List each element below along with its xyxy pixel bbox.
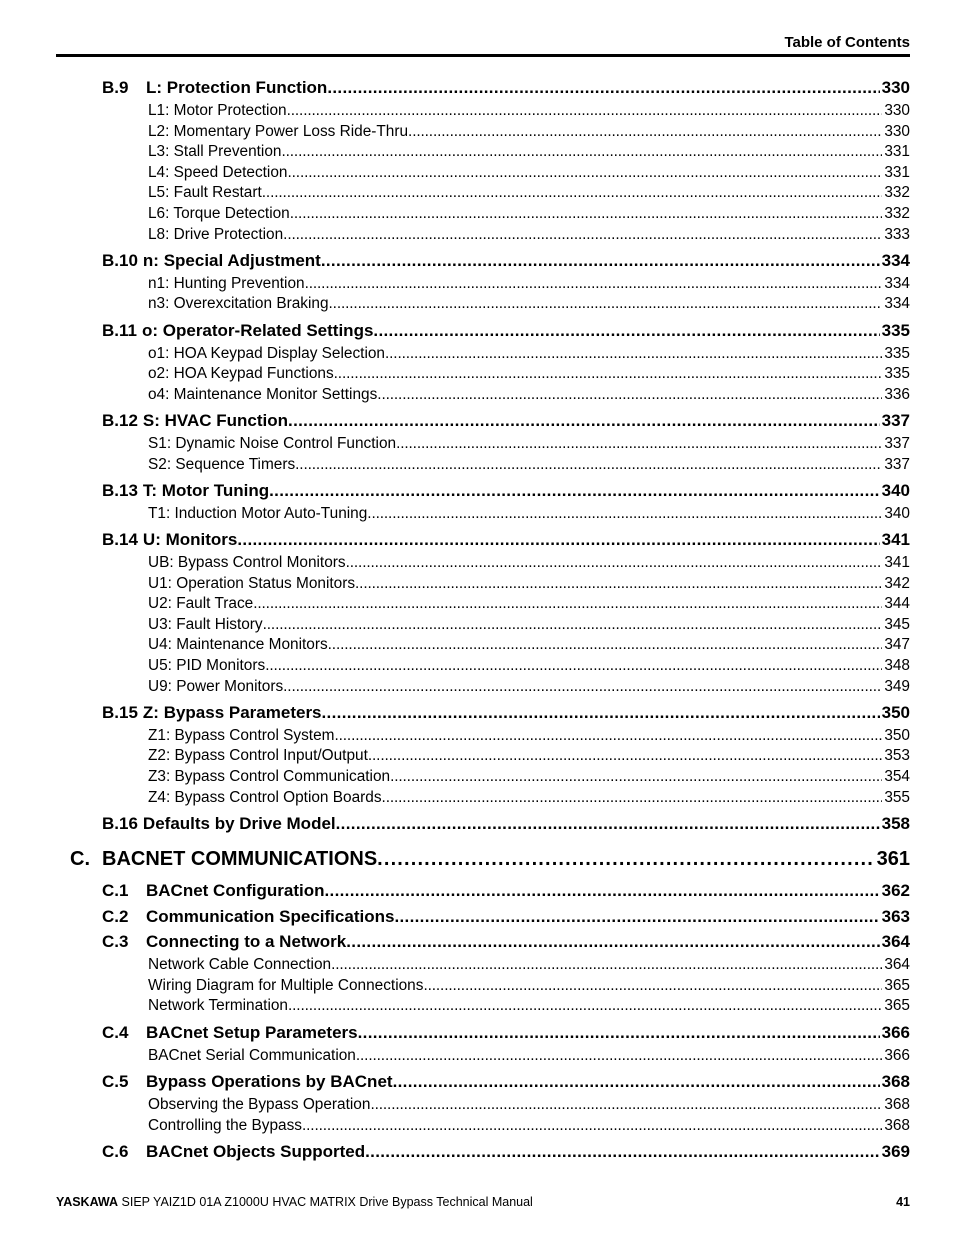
- leader-dots: [334, 365, 883, 383]
- toc-subsection-entry[interactable]: [148, 226, 910, 244]
- toc-page-number: 368: [884, 1096, 910, 1113]
- page-number: 41: [896, 1195, 910, 1209]
- toc-subsection-entry[interactable]: [148, 143, 910, 161]
- toc-entry-title: [148, 164, 287, 182]
- toc-section-entry[interactable]: [102, 251, 910, 271]
- toc-page-number: 368: [884, 1117, 910, 1134]
- toc-entry-number: C.2: [102, 907, 129, 926]
- toc-entry-title: [148, 1117, 302, 1135]
- leader-dots: [283, 678, 882, 696]
- toc-subsection-entry[interactable]: [148, 554, 910, 572]
- toc-page-number: 341: [884, 554, 910, 571]
- toc-entry-number: B.11: [102, 321, 137, 340]
- toc-entry-label: Controlling the Bypass: [148, 1117, 302, 1134]
- leader-dots: [287, 102, 883, 120]
- toc-subsection-entry[interactable]: [148, 205, 910, 223]
- toc-subsection-entry[interactable]: [148, 997, 910, 1015]
- toc-entry-title: [148, 386, 377, 404]
- toc-subsection-entry[interactable]: [148, 275, 910, 293]
- leader-dots: [322, 703, 880, 723]
- toc-entry-label: o: Operator-Related Settings: [141, 321, 374, 340]
- toc-entry-number: C.4: [102, 1023, 129, 1042]
- toc-section-entry[interactable]: [102, 1142, 910, 1162]
- toc-entry-title: [148, 575, 355, 593]
- toc-page-number: 344: [884, 595, 910, 612]
- toc-entry-title: [148, 205, 290, 223]
- toc-page-number: 335: [884, 345, 910, 362]
- leader-dots: [269, 481, 880, 501]
- toc-subsection-entry[interactable]: [148, 678, 910, 696]
- toc-page-number: 348: [884, 657, 910, 674]
- leader-dots: [334, 727, 882, 745]
- leader-dots: [346, 932, 879, 952]
- toc-entry-label: BACNET COMMUNICATIONS: [102, 848, 378, 870]
- toc-subsection-entry[interactable]: [148, 789, 910, 807]
- toc-entry-title: [148, 102, 287, 120]
- toc-entry-title: [148, 143, 281, 161]
- toc-subsection-entry[interactable]: [148, 956, 910, 974]
- leader-dots: [394, 907, 879, 927]
- toc-subsection-entry[interactable]: [148, 636, 910, 654]
- toc-entry-label: U3: Fault History: [148, 616, 263, 633]
- leader-dots: [237, 530, 879, 550]
- toc-page-number: 355: [884, 789, 910, 806]
- toc-page-number: 330: [884, 123, 910, 140]
- toc-subsection-entry[interactable]: [148, 1117, 910, 1135]
- toc-entry-title: [102, 321, 373, 341]
- footer-manual-title: SIEP YAIZ1D 01A Z1000U HVAC MATRIX Drive Bypass Technical Manual: [118, 1195, 533, 1209]
- toc-subsection-entry[interactable]: [148, 435, 910, 453]
- toc-entry-title: [148, 956, 331, 974]
- leader-dots: [281, 143, 882, 161]
- toc-subsection-entry[interactable]: [148, 164, 910, 182]
- leader-dots: [288, 411, 880, 431]
- toc-page-number: 354: [884, 768, 910, 785]
- toc-page-number: 350: [884, 727, 910, 744]
- toc-section-entry[interactable]: [102, 814, 910, 834]
- toc-subsection-entry[interactable]: [148, 184, 910, 202]
- leader-dots: [396, 435, 882, 453]
- toc-subsection-entry[interactable]: [148, 365, 910, 383]
- toc-entry-label: S2: Sequence Timers: [148, 456, 296, 473]
- toc-entry-label: U1: Operation Status Monitors: [148, 575, 356, 592]
- toc-entry-title: [148, 768, 390, 786]
- toc-entry-label: Communication Specifications: [146, 907, 395, 926]
- toc-page-number: 340: [881, 481, 910, 500]
- toc-entry-label: Z4: Bypass Control Option Boards: [148, 789, 382, 806]
- toc-entry-label: S: HVAC Function: [142, 411, 289, 430]
- toc-page-number: 335: [884, 365, 910, 382]
- toc-entry-label: L5: Fault Restart: [148, 184, 262, 201]
- toc-entry-title: [148, 123, 408, 141]
- toc-entry-label: S1: Dynamic Noise Control Function: [148, 435, 397, 452]
- toc-entry-number: B.10: [102, 251, 138, 270]
- toc-entry-label: Defaults by Drive Model: [142, 814, 336, 833]
- leader-dots: [336, 814, 880, 834]
- toc-subsection-entry[interactable]: [148, 456, 910, 474]
- toc-page-number: 369: [881, 1142, 910, 1161]
- toc-subsection-entry[interactable]: [148, 657, 910, 675]
- toc-entry-title: [148, 616, 263, 634]
- toc-page-number: 337: [881, 411, 910, 430]
- toc-entry-label: U2: Fault Trace: [148, 595, 254, 612]
- toc-entry-label: n: Special Adjustment: [142, 251, 321, 270]
- toc-entry-label: Bypass Operations by BACnet: [146, 1072, 393, 1091]
- toc-entry-label: L1: Motor Protection: [148, 102, 287, 119]
- toc-entry-label: T1: Induction Motor Auto-Tuning: [148, 505, 368, 522]
- toc-page-number: 353: [884, 747, 910, 764]
- leader-dots: [367, 505, 882, 523]
- toc-entry-label: U5: PID Monitors: [148, 657, 266, 674]
- leader-dots: [358, 1023, 880, 1043]
- toc-entry-label: BACnet Objects Supported: [146, 1142, 366, 1161]
- toc-entry-title: [102, 907, 394, 927]
- toc-page-number: 364: [881, 932, 910, 951]
- toc-entry-title: [102, 703, 322, 723]
- leader-dots: [327, 78, 879, 98]
- toc-entry-label: Z1: Bypass Control System: [148, 727, 335, 744]
- toc-page-number: 330: [884, 102, 910, 119]
- toc-page-number: 349: [884, 678, 910, 695]
- toc-entry-title: [148, 657, 265, 675]
- leader-dots: [368, 747, 882, 765]
- toc-section-entry[interactable]: [102, 411, 910, 431]
- leader-dots: [356, 1047, 882, 1065]
- leader-dots: [373, 321, 879, 341]
- toc-section-entry[interactable]: [102, 530, 910, 550]
- toc-entry-title: [148, 365, 334, 383]
- toc-section-entry[interactable]: [102, 907, 910, 927]
- toc-entry-number: C.3: [102, 932, 129, 951]
- toc-page-number: 331: [884, 164, 910, 181]
- toc-entry-label: L3: Stall Prevention: [148, 143, 282, 160]
- toc-entry-title: [70, 848, 377, 871]
- toc-entry-title: [148, 554, 346, 572]
- toc-entry-label: Network Cable Connection: [148, 956, 332, 973]
- toc-page-number: 363: [881, 907, 910, 926]
- toc-subsection-entry[interactable]: [148, 102, 910, 120]
- leader-dots: [423, 977, 882, 995]
- toc-subsection-entry[interactable]: [148, 505, 910, 523]
- toc-page-number: 332: [884, 205, 910, 222]
- toc-entry-label: o4: Maintenance Monitor Settings: [148, 386, 378, 403]
- toc-chapter-entry[interactable]: [70, 848, 910, 871]
- leader-dots: [408, 123, 882, 141]
- toc-subsection-entry[interactable]: [148, 575, 910, 593]
- toc-subsection-entry[interactable]: [148, 1047, 910, 1065]
- leader-dots: [365, 1142, 880, 1162]
- toc-entry-label: BACnet Setup Parameters: [146, 1023, 358, 1042]
- toc-entry-number: B.16: [102, 814, 138, 833]
- toc-section-entry[interactable]: [102, 481, 910, 501]
- toc-entry-label: Observing the Bypass Operation: [148, 1096, 371, 1113]
- leader-dots: [377, 848, 874, 871]
- page-footer: [56, 1195, 910, 1209]
- toc-subsection-entry[interactable]: [148, 747, 910, 765]
- toc-page-number: 340: [884, 505, 910, 522]
- toc-entry-title: [148, 789, 382, 807]
- toc-page-number: 362: [881, 881, 910, 900]
- toc-entry-title: [148, 595, 253, 613]
- toc-subsection-entry[interactable]: [148, 595, 910, 613]
- toc-page-number: 334: [881, 251, 910, 270]
- toc-entry-title: [102, 251, 321, 271]
- toc-entry-label: Wiring Diagram for Multiple Connections: [148, 977, 424, 994]
- leader-dots: [263, 616, 883, 634]
- toc-entry-title: [102, 932, 346, 952]
- leader-dots: [377, 386, 882, 404]
- toc-page-number: 337: [884, 435, 910, 452]
- leader-dots: [302, 1117, 882, 1135]
- toc-subsection-entry[interactable]: [148, 345, 910, 363]
- toc-entry-title: [102, 814, 336, 834]
- toc-subsection-entry[interactable]: [148, 727, 910, 745]
- leader-dots: [253, 595, 882, 613]
- toc-entry-number: B.9: [102, 78, 129, 97]
- toc-entry-label: BACnet Serial Communication: [148, 1047, 356, 1064]
- footer-brand: YASKAWA: [56, 1195, 119, 1209]
- toc-entry-number: C.1: [102, 881, 129, 900]
- toc-subsection-entry[interactable]: [148, 123, 910, 141]
- toc-entry-title: [148, 456, 295, 474]
- toc-page-number: 336: [884, 386, 910, 403]
- leader-dots: [390, 768, 882, 786]
- toc-entry-label: UB: Bypass Control Monitors: [148, 554, 346, 571]
- leader-dots: [355, 575, 882, 593]
- toc-entry-title: [148, 678, 283, 696]
- leader-dots: [305, 275, 883, 293]
- toc-section-entry[interactable]: [102, 1072, 910, 1092]
- toc-entry-label: L8: Drive Protection: [148, 226, 284, 243]
- toc-entry-title: [148, 345, 385, 363]
- toc-entry-label: n3: Overexcitation Braking: [148, 295, 329, 312]
- toc-entry-label: L4: Speed Detection: [148, 164, 288, 181]
- toc-section-entry[interactable]: [102, 78, 910, 98]
- toc-section-entry[interactable]: [102, 932, 910, 952]
- toc-entry-label: U: Monitors: [142, 530, 238, 549]
- leader-dots: [393, 1072, 880, 1092]
- toc-entry-title: [148, 727, 334, 745]
- toc-section-entry[interactable]: [102, 881, 910, 901]
- toc-page-number: 364: [884, 956, 910, 973]
- toc-entry-title: [102, 1142, 365, 1162]
- toc-entry-title: [102, 411, 288, 431]
- toc-subsection-entry[interactable]: [148, 295, 910, 313]
- toc-entry-number: C.6: [102, 1142, 129, 1161]
- toc-entry-number: B.13: [102, 481, 138, 500]
- toc-entry-title: [102, 481, 269, 501]
- toc-entry-title: [102, 530, 237, 550]
- toc-page-number: 368: [881, 1072, 910, 1091]
- toc-entry-number: C.5: [102, 1072, 129, 1091]
- toc-page-number: 333: [884, 226, 910, 243]
- toc-entry-title: [148, 636, 328, 654]
- leader-dots: [321, 251, 880, 271]
- toc-page-number: 330: [881, 78, 910, 97]
- toc-page-number: 366: [884, 1047, 910, 1064]
- leader-dots: [290, 205, 883, 223]
- toc-page-number: 331: [884, 143, 910, 160]
- toc-entry-label: L: Protection Function: [146, 78, 328, 97]
- toc-section-entry[interactable]: [102, 1023, 910, 1043]
- toc-entry-label: o1: HOA Keypad Display Selection: [148, 345, 385, 362]
- toc-section-entry[interactable]: [102, 703, 910, 723]
- toc-entry-title: [102, 1072, 393, 1092]
- toc-entry-number: B.14: [102, 530, 138, 549]
- leader-dots: [331, 956, 882, 974]
- toc-entry-title: [148, 505, 367, 523]
- toc-page-number: 345: [884, 616, 910, 633]
- toc-subsection-entry[interactable]: [148, 768, 910, 786]
- toc-subsection-entry[interactable]: [148, 1096, 910, 1114]
- toc-entry-title: [102, 1023, 358, 1043]
- toc-page-number: 334: [884, 295, 910, 312]
- toc-entry-label: BACnet Configuration: [146, 881, 325, 900]
- leader-dots: [262, 184, 883, 202]
- toc-section-entry[interactable]: [102, 321, 910, 341]
- toc-entry-label: U9: Power Monitors: [148, 678, 284, 695]
- toc-entry-label: Connecting to a Network: [146, 932, 347, 951]
- toc-entry-number: B.12: [102, 411, 138, 430]
- toc-entry-label: L2: Momentary Power Loss Ride-Thru: [148, 123, 409, 140]
- toc-entry-title: [148, 1047, 356, 1065]
- toc-entry-label: o2: HOA Keypad Functions: [148, 365, 334, 382]
- toc-entry-label: T: Motor Tuning: [142, 481, 270, 500]
- toc-page-number: 342: [884, 575, 910, 592]
- toc-entry-title: [148, 977, 423, 995]
- header-rule: [56, 54, 910, 57]
- toc-entry-title: [148, 295, 329, 313]
- toc-entry-title: [102, 881, 324, 901]
- leader-dots: [382, 789, 883, 807]
- toc-page-number: 365: [884, 997, 910, 1014]
- leader-dots: [324, 881, 879, 901]
- toc-page-number: 335: [881, 321, 910, 340]
- toc-entry-number: C.: [70, 848, 90, 870]
- toc-page-number: 350: [881, 703, 910, 722]
- leader-dots: [385, 345, 882, 363]
- toc-page-number: 332: [884, 184, 910, 201]
- toc-entry-label: L6: Torque Detection: [148, 205, 290, 222]
- leader-dots: [295, 456, 882, 474]
- leader-dots: [283, 226, 882, 244]
- toc-entry-title: [148, 275, 305, 293]
- toc-subsection-entry[interactable]: [148, 386, 910, 404]
- toc-entry-title: [148, 747, 368, 765]
- toc-entry-title: [148, 435, 396, 453]
- toc-entry-title: [148, 184, 262, 202]
- toc-entry-title: [148, 997, 288, 1015]
- toc-entry-number: B.15: [102, 703, 138, 722]
- toc-entry-title: [148, 1096, 370, 1114]
- toc-page-number: 365: [884, 977, 910, 994]
- toc-entry-label: Z3: Bypass Control Communication: [148, 768, 391, 785]
- toc-page-number: 358: [881, 814, 910, 833]
- toc-subsection-entry[interactable]: [148, 977, 910, 995]
- toc-page-number: 341: [881, 530, 910, 549]
- leader-dots: [328, 636, 883, 654]
- toc-entry-title: [148, 226, 283, 244]
- toc-page-number: 347: [884, 636, 910, 653]
- toc-page-number: 337: [884, 456, 910, 473]
- toc-subsection-entry[interactable]: [148, 616, 910, 634]
- toc-entry-label: Z2: Bypass Control Input/Output: [148, 747, 368, 764]
- toc-entry-label: U4: Maintenance Monitors: [148, 636, 328, 653]
- running-header: Table of Contents: [784, 34, 910, 51]
- leader-dots: [288, 997, 882, 1015]
- leader-dots: [287, 164, 882, 182]
- toc-entry-label: Z: Bypass Parameters: [142, 703, 322, 722]
- toc-entry-label: n1: Hunting Prevention: [148, 275, 305, 292]
- toc-entry-title: [102, 78, 327, 98]
- leader-dots: [265, 657, 882, 675]
- leader-dots: [329, 295, 883, 313]
- toc-page-number: 334: [884, 275, 910, 292]
- toc-entry-label: Network Termination: [148, 997, 288, 1014]
- leader-dots: [346, 554, 883, 572]
- toc-page-number: 361: [876, 848, 910, 870]
- leader-dots: [370, 1096, 882, 1114]
- toc-page-number: 366: [881, 1023, 910, 1042]
